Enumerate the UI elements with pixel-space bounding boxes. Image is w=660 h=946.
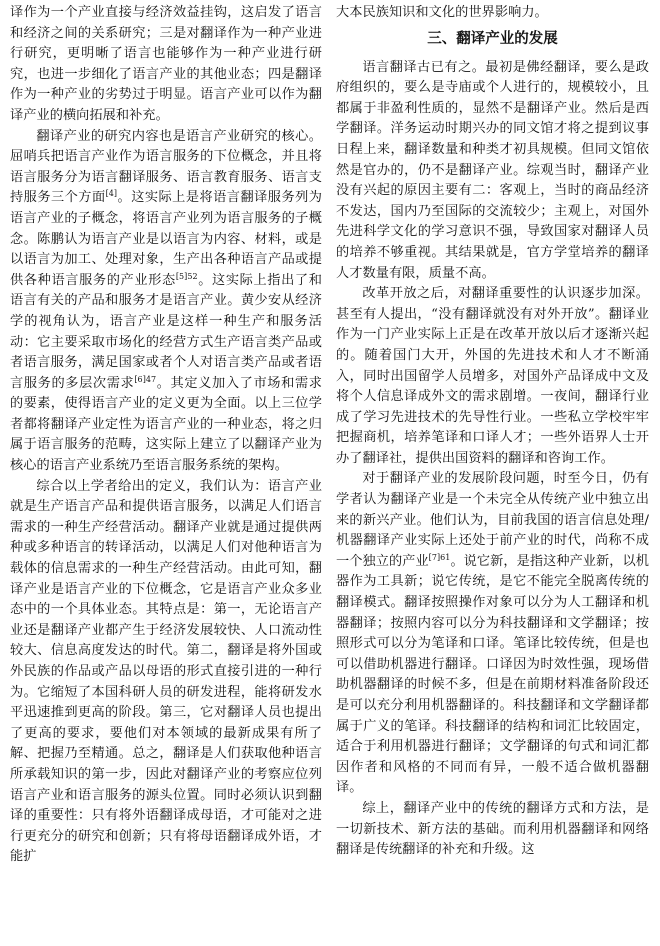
section-heading: 三、翻译产业的发展 [427, 30, 558, 47]
text-run: 。说它新，是指这种产业新，以机器作为工具新；说它传统，是它不能完全脱离传统的翻译模式。翻译按照操作对象可以分为人工翻译和机器翻译；按照内容可以分为科技翻译和文学翻译；按照形式可以分为笔译和口译。笔译比较传统，但是也可以借助机器进行翻译。口译因为时效性强，现场借助机器翻译的时候不多，但是在前期材料准备阶段还是可以充分利用机器翻译的。科技翻译和文学翻译都属于广义的笔译。科技翻译的结构和词汇比较固定，适合于利用机器进行翻译；文学翻译的句式和词汇都因作者和风格的不同而有异，一般不适合做机器翻译。 [336, 553, 649, 796]
body-paragraph: 综合以上学者给出的定义，我们认为：语言产业就是生产语言产品和提供语言服务，以满足人们语言需求的一种生产经营活动。翻译产业就是通过提供两种或多种语言的转译活动，以满足人们对他种语言为载体的信息需求的一种生产经营活动。由此可知，翻译产业是语言产业的下位概念，它是语言产业众多业态中的一个具体业态。其特点是：第一，无论语言产业还是翻译产业都产生于经济发展较快、人口流动性较大、信息高度发达的时代。第二，翻译是将外国或外民族的作品或产品以母语的形式直接引进的一种行为。它缩短了本国科研人员的研发进程，能将研发水平迅速推到更高的阶段。第三，它对翻译人员也提出了更高的要求，要他们对本领域的最新成果有所了解、把握乃至精通。总之，翻译是人们获取他种语言所承载知识的第一步，因此对翻译产业的考察应位列语言产业和语言服务的源头位置。同时必须认识到翻译的重要性：只有将外语翻译成母语，才可能对之进行更充分的研究和创新；只有将母语翻译成外语，才能扩 [10, 478, 322, 865]
text-run: 。其定义加入了市场和需求的要素，使得语言产业的定义更为全面。以上三位学者都将翻译产业定性为语言产业的一种业态，将之归属于语言服务的范畴，这实际上建立了以翻译产业为核心的语言产业系统乃至语言服务系统的架构。 [10, 375, 322, 474]
body-paragraph [10, 127, 322, 477]
text-run: 。这实际上是将语言翻译服务列为语言产业的子概念，将语言产业列为语言服务的子概念。陈鹏认为语言产业是以语言为内容、材料，或是以语言为加工、处理对象，生产出各种语言产品或提供各种语言服务的产业形态 [10, 190, 322, 288]
text-run: 对于翻译产业的发展阶段问题，时至今日，仍有学者认为翻译产业是一个未完全从传统产业中独立出来的新兴产业。他们认为，目前我国的语言信息处理/机器翻译产业实际上还处于前产业的时代，尚称不成一个独立的产业 [336, 471, 649, 569]
text-run: 。这实际上指出了和语言有关的产品和服务才是语言产业。黄少安从经济学的视角认为，语言产业是这样一种生产和服务活动：它主要采取市场化的经营方式生产语言类产品或者语言服务，满足国家或者个人对语言类产品或者语言服务的多层次需求 [10, 272, 322, 391]
right-column [336, 3, 649, 861]
body-paragraph: 译作为一个产业直接与经济效益挂钩，这启发了语言和经济之间的关系研究；三是对翻译作为一种产业进行研究，更明晰了语言也能够作为一种产业进行研究，也进一步细化了语言产业的其他业态；四是翻译作为一种产业的劣势过于明显。语言产业可以作为翻译产业的横向拓展和补充。 [10, 5, 322, 123]
body-paragraph: 综上，翻译产业中的传统的翻译方式和方法，是一切新技术、新方法的基础。而利用机器翻译和网络翻译是传统翻译的补充和升级。这 [336, 800, 649, 858]
left-column [10, 3, 322, 868]
text-run: 翻译产业的研究内容也是语言产业研究的核心。屈哨兵把语言产业作为语言服务的下位概念，并且将语言服务分为语言翻译服务、语言教育服务、语言支持服务三个方面 [10, 128, 322, 206]
body-paragraph: 改革开放之后，对翻译重要性的认识逐步加深。甚至有人提出，“没有翻译就没有对外开放”。翻译业作为一门产业实际上正是在改革开放以后才逐渐兴起的。随着国门大开，外国的先进技术和人才不断涌入，同时出国留学人员增多，对国外产品译成中文及将个人信息译成外文的需求剧增。一夜间，翻译行业成了学习先进技术的先导性行业。一些私立学校牢牢把握商机，培养笔译和口译人才；一些外语界人士开办了翻译社，提供出国资料的翻译和咨询工作。 [336, 286, 649, 466]
body-paragraph: 大本民族知识和文化的世界影响力。 [336, 5, 548, 20]
body-paragraph [336, 469, 649, 799]
citation-ref: [5]52 [175, 271, 198, 281]
citation-ref: [6]47 [134, 374, 157, 384]
body-paragraph: 语言翻译古已有之。最初是佛经翻译，要么是政府组织的，要么是寺庙或个人进行的，规模较小，且都属于非盈利性质的，显然不是翻译产业。然后是西学翻译。洋务运动时期兴办的同文馆才将之提到议事日程上来，翻译数量和种类才初具规模。但同文馆依然是官办的，仍不是翻译产业。综观当时，翻译产业没有兴起的原因主要有二：客观上，当时的商品经济不发达，国内乃至国际的交流较少；主观上，对国外先进科学文化的学习意识不强，导致国家对翻译人员的培养不够重视。其结果就是，官方学堂培养的翻译人才数量有限，质量不高。 [336, 59, 649, 281]
citation-ref: [4] [105, 189, 118, 199]
citation-ref: [7]61 [428, 552, 451, 562]
